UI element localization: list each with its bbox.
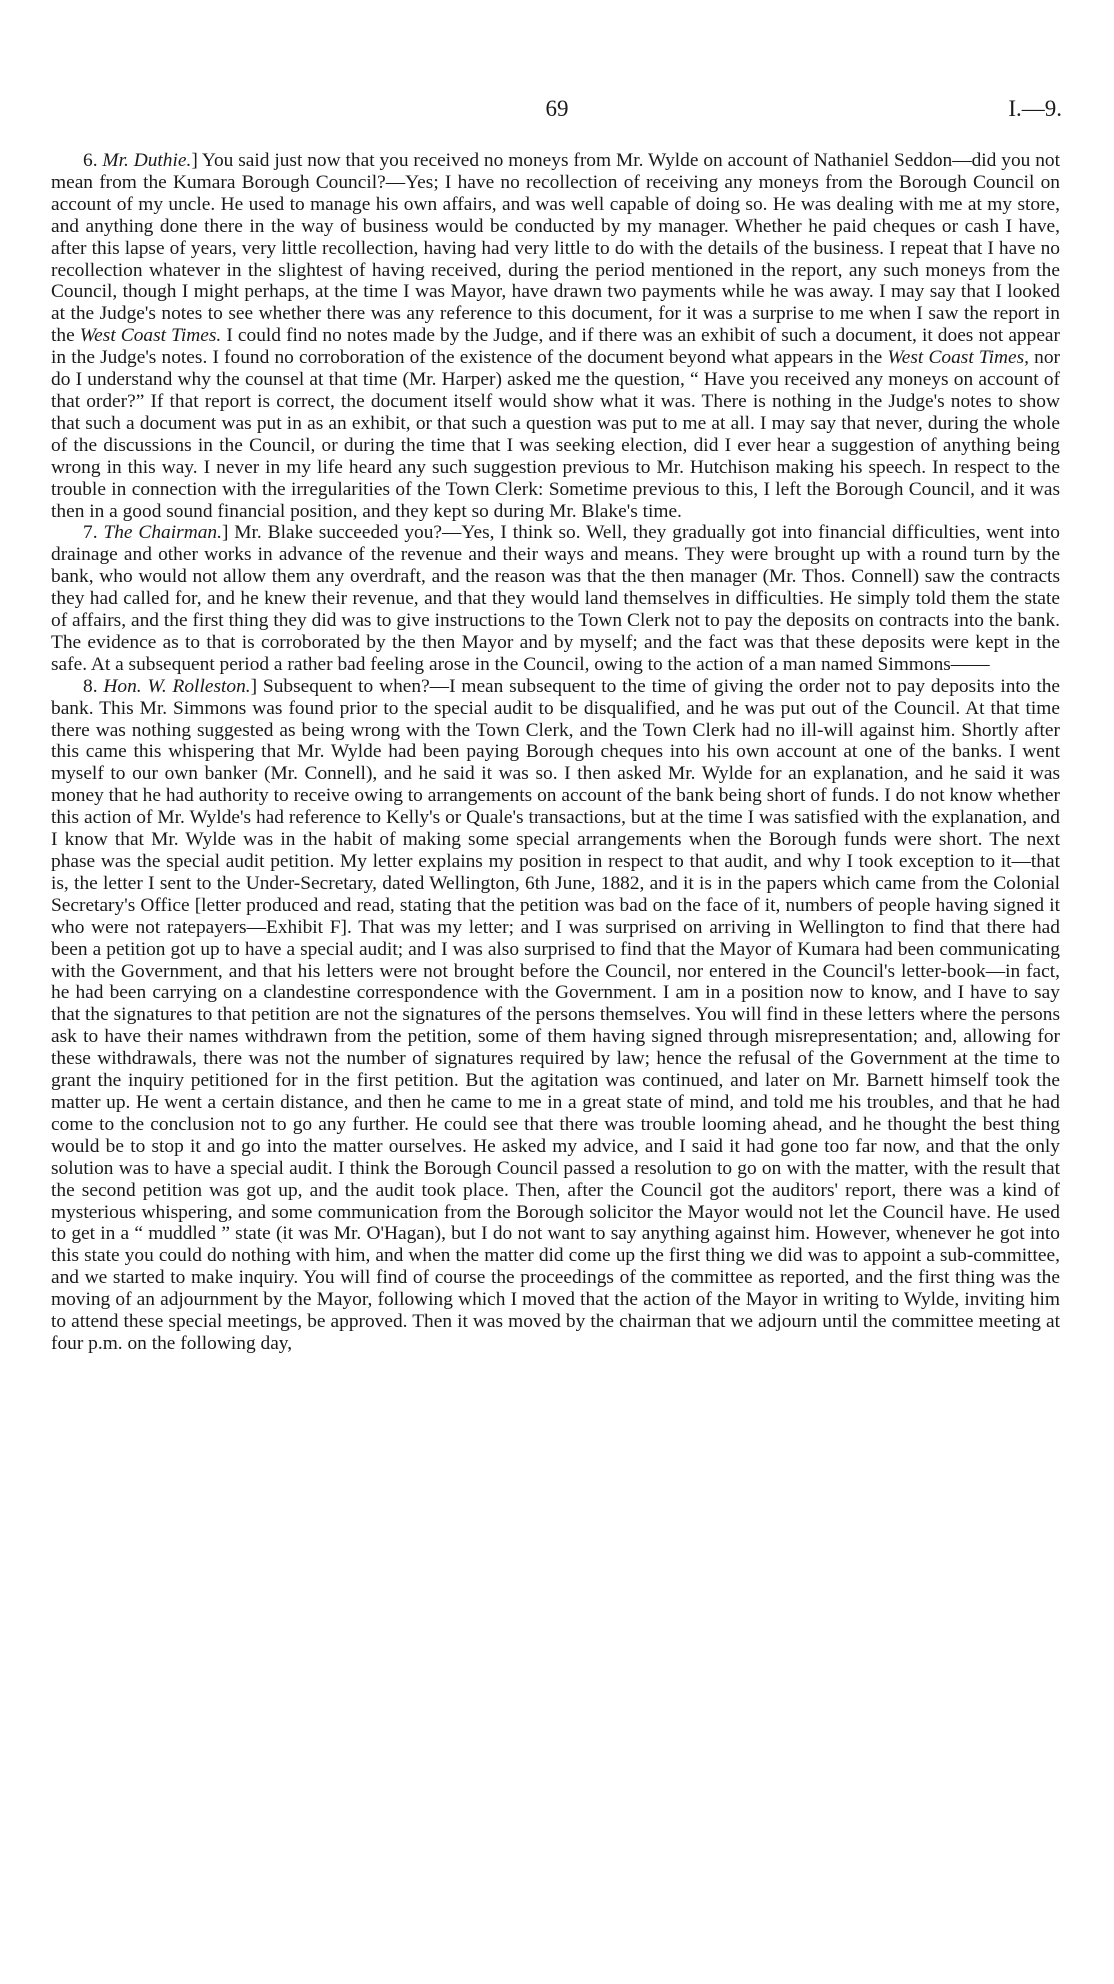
paragraph-text: ] Mr. Blake succeeded you?—Yes, I think so. Well, they gradually got into financial difficulties, went into drainage and other works in advance of the revenue and their ways and means. They were brought up with a round turn by the bank, who would not allow them any overdraft, and the reason was that the then manager (Mr. Thos. Connell) saw the contracts they had called for, and he knew their revenue, and that they would land themselves in difficulties. He simply told them the state of affairs, and the first thing they did was to give instructions to the Town Clerk not to pay the deposits on contracts into the bank. The evidence as to that is corroborated by the then Mayor and by myself; and the fact was that these deposits were kept in the safe. At a subsequent period a rather bad feeling arose in the Council, owing to the action of a man named Simmons——	[51, 522, 1060, 675]
speaker-name: Mr. Duthie.	[102, 150, 192, 171]
paragraph-7	[51, 522, 1060, 675]
document-reference: I.—9.	[1008, 96, 1062, 121]
paragraph-text: I could find no notes made by the Judge, and if there was an exhibit of such a document, it does not appear in the Judge's notes. I found no corroboration of the existence of the document beyond what appears in the	[51, 325, 1060, 369]
page-number: 69	[545, 96, 569, 121]
paragraph-text: nor do I understand why the counsel at that time (Mr. Harper) asked me the question, “ Have you received any moneys on account of that order?” If that report is correct, the document itself would show what it was. There is nothing in the Judge's notes to show that such a document was put in as an exhibit, or that such a question was put to me at all. I may say that never, during the whole of the discussions in the Council, or during the time that I was seeking election, did I ever hear a suggestion of anything being wrong in this way. I never in my life heard any such suggestion previous to Mr. Hutchison making his speech. In respect to the trouble in connection with the irregularities of the Town Clerk: Sometime previous to this, I left the Borough Council, and it was then in a good sound financial position, and they kept so during Mr. Blake's time.	[51, 347, 1060, 522]
document-body	[51, 150, 1060, 1355]
paragraph-6	[51, 150, 1060, 522]
paragraph-text: ] Subsequent to when?—I mean subsequent to the time of giving the order not to pay deposits into the bank. This Mr. Simmons was found prior to the special audit to be disqualified, and he was put out of the Council. At that time there was nothing suggested as being wrong with the Town Clerk, and the Town Clerk had no ill-will against him. Shortly after this came this whispering that Mr. Wylde had been paying Borough cheques into his own account at one of the banks. I went myself to our own banker (Mr. Connell), and he said it was so. I then asked Mr. Wylde for an explanation, and he said it was money that he had authority to receive owing to arrangements on account of the bank being short of funds. I do not know whether this action of Mr. Wylde's had reference to Kelly's or Quale's transactions, but at the time I was satisfied with the explanation, and I know that Mr. Wylde was in the habit of making some special arrangements when the Borough funds were short. The next phase was the special audit petition. My letter explains my position in respect to that audit, and why I took exception to it—that is, the letter I sent to the Under-Secretary, dated Wellington, 6th June, 1882, and it is in the papers which came from the Colonial Secretary's Office [letter produced and read, stating that the petition was bad on the face of it, numbers of people having signed it who were not ratepayers—Exhibit F]. That was my letter; and I was surprised on arriving in Wellington to find that there had been a petition got up to have a special audit; and I was also surprised to find that the Mayor of Kumara had been communicating with the Government, and that his letters were not brought before the Council, nor entered in the Council's letter-book—in fact, he had been carrying on a clandestine correspondence with the Government. I am in a position now to know, and I have to say that the signatures to that petition are not the signatures of the persons themselves. You will find in these letters where the persons ask to have their names withdrawn from the petition, some of them having signed through misrepresentation; and, allowing for these withdrawals, there was not the number of signatures required by law; hence the refusal of the Government at the time to grant the inquiry petitioned for in the first petition. But the agitation was continued, and later on Mr. Barnett himself took the matter up. He went a certain distance, and then he came to me in a great state of mind, and told me his troubles, and that he had come to the conclusion not to go any further. He could see that there was trouble looming ahead, and he thought the best thing would be to stop it and go into the matter ourselves. He asked my advice, and I said it had gone too far now, and that the only solution was to have a special audit. I think the Borough Council passed a resolution to go on with the matter, with the result that the second petition was got up, and the audit took place. Then, after the Council got the auditors' report, there was a kind of mysterious whispering, and some communication from the Borough solicitor the Mayor would not let the Council have. He used to get in a “ muddled ” state (it was Mr. O'Hagan), but I do not want to say anything against him. However, whenever he got into this state you could do nothing with him, and when the matter did come up the first thing we did was to appoint a sub-committee, and we started to make inquiry. You will find of course the proceedings of the committee as reported, and the first thing was the moving of an adjournment by the Mayor, following which I moved that the action of the Mayor in writing to Wylde, inviting him to attend these special meetings, be approved. Then it was moved by the chairman that we adjourn until the committee meeting at four p.m. on the following day,	[51, 675, 1061, 1354]
question-number: 8.	[83, 675, 98, 697]
question-number: 7.	[83, 522, 98, 544]
speaker-name: The Chairman.	[103, 522, 222, 544]
paragraph-8	[51, 676, 1060, 1355]
speaker-name: Hon. W. Rolleston.	[103, 675, 251, 697]
question-number: 6.	[83, 150, 98, 171]
page-header	[0, 96, 1114, 128]
newspaper-title: West Coast Times.	[79, 325, 222, 347]
paragraph-text: ] You said just now that you received no moneys from Mr. Wylde on account of Nathaniel Seddon—did you not mean from the Kumara Borough Council?—Yes; I have no recollection of receiving any moneys from the Borough Council on account of my uncle. He used to manage his own affairs, and was well capable of doing so. He was dealing with me at my store, and anything done there in the way of business would be conducted by my manager. Whether he paid cheques or cash I have, after this lapse of years, very little recollection, having had very little to do with the details of the business. I repeat that I have no recollection whatever in the slightest of having received, during the period mentioned in the report, any such moneys from the Council, though I might perhaps, at the time I was Mayor, have drawn two payments while he was away. I may say that I looked at the Judge's notes to see whether there was any reference to this document, for it was a surprise to me when I saw the report in the	[51, 150, 1060, 347]
newspaper-title: West Coast Times,	[887, 347, 1029, 369]
